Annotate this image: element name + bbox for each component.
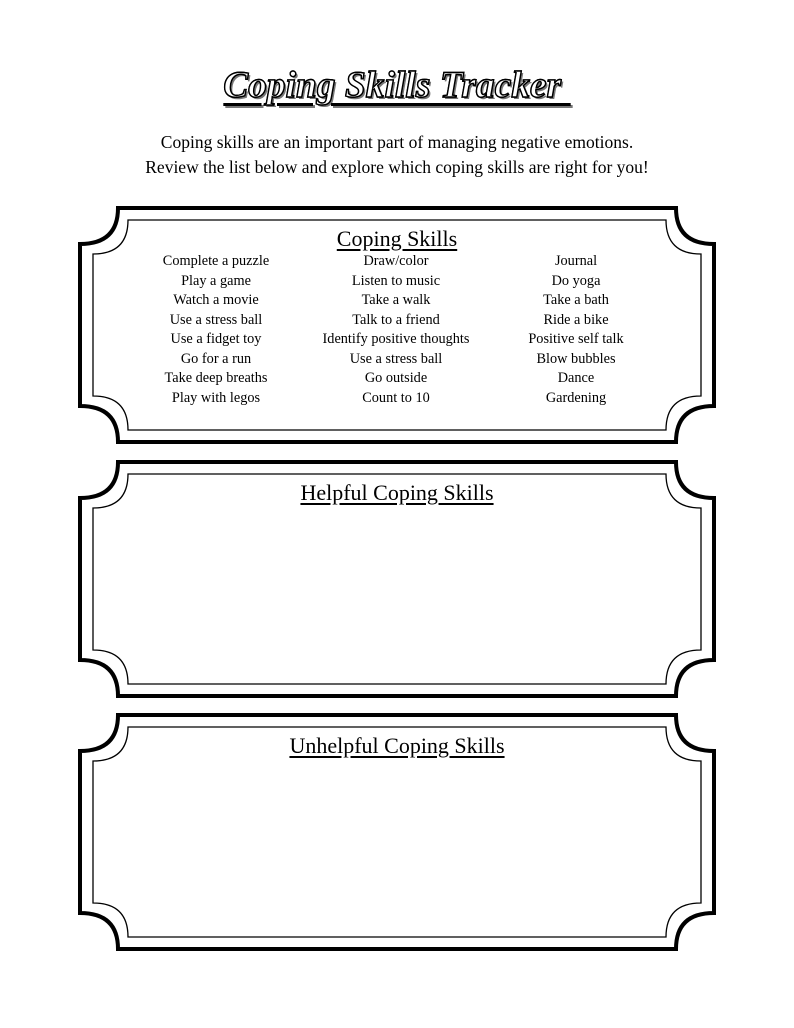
skill-item: Gardening: [545, 389, 607, 406]
skill-item: Take a bath: [543, 292, 609, 308]
helpful-coping-skills-heading: Helpful Coping Skills: [300, 480, 494, 505]
skill-item: Identify positive thoughts: [322, 331, 470, 347]
skill-item: Use a stress ball: [349, 350, 443, 367]
skill-item: Do yoga: [551, 272, 601, 289]
skills-column-2: [306, 252, 486, 408]
skill-item: Blow bubbles: [536, 350, 616, 367]
intro-text: [0, 130, 794, 180]
skill-item: Use a fidget toy: [170, 331, 262, 347]
unhelpful-coping-skills-frame: [0, 713, 794, 951]
skill-item: Positive self talk: [528, 331, 624, 347]
skill-item: Take deep breaths: [164, 370, 268, 386]
coping-skills-frame: [0, 206, 794, 444]
skill-item: Play a game: [181, 272, 251, 289]
skill-item: Watch a movie: [173, 292, 259, 308]
skill-item: Go outside: [364, 370, 428, 386]
coping-skills-heading: Coping Skills: [336, 226, 458, 251]
skill-item: Journal: [554, 253, 598, 269]
coping-skills-list: [126, 252, 666, 408]
skill-item: Complete a puzzle: [162, 253, 270, 269]
skill-item: Count to 10: [362, 389, 430, 406]
skill-item: Talk to a friend: [352, 311, 440, 328]
skill-item: Listen to music: [351, 272, 441, 289]
skill-item: Draw/color: [363, 253, 429, 269]
helpful-coping-skills-frame: [0, 460, 794, 698]
skill-item: Dance: [557, 370, 595, 386]
skill-item: Ride a bike: [543, 311, 609, 328]
intro-line-2: Review the list below and explore which coping skills are right for you!: [145, 157, 649, 177]
skill-item: Go for a run: [180, 350, 252, 367]
unhelpful-coping-skills-heading: Unhelpful Coping Skills: [289, 733, 505, 758]
page-title: Coping Skills Tracker: [223, 65, 571, 106]
skills-column-1: [126, 252, 306, 408]
skills-column-3: [486, 252, 666, 408]
skill-item: Use a stress ball: [169, 311, 263, 328]
skill-item: Play with legos: [171, 389, 261, 406]
intro-line-1: Coping skills are an important part of managing negative emotions.: [160, 132, 634, 152]
skill-item: Take a walk: [361, 292, 431, 308]
